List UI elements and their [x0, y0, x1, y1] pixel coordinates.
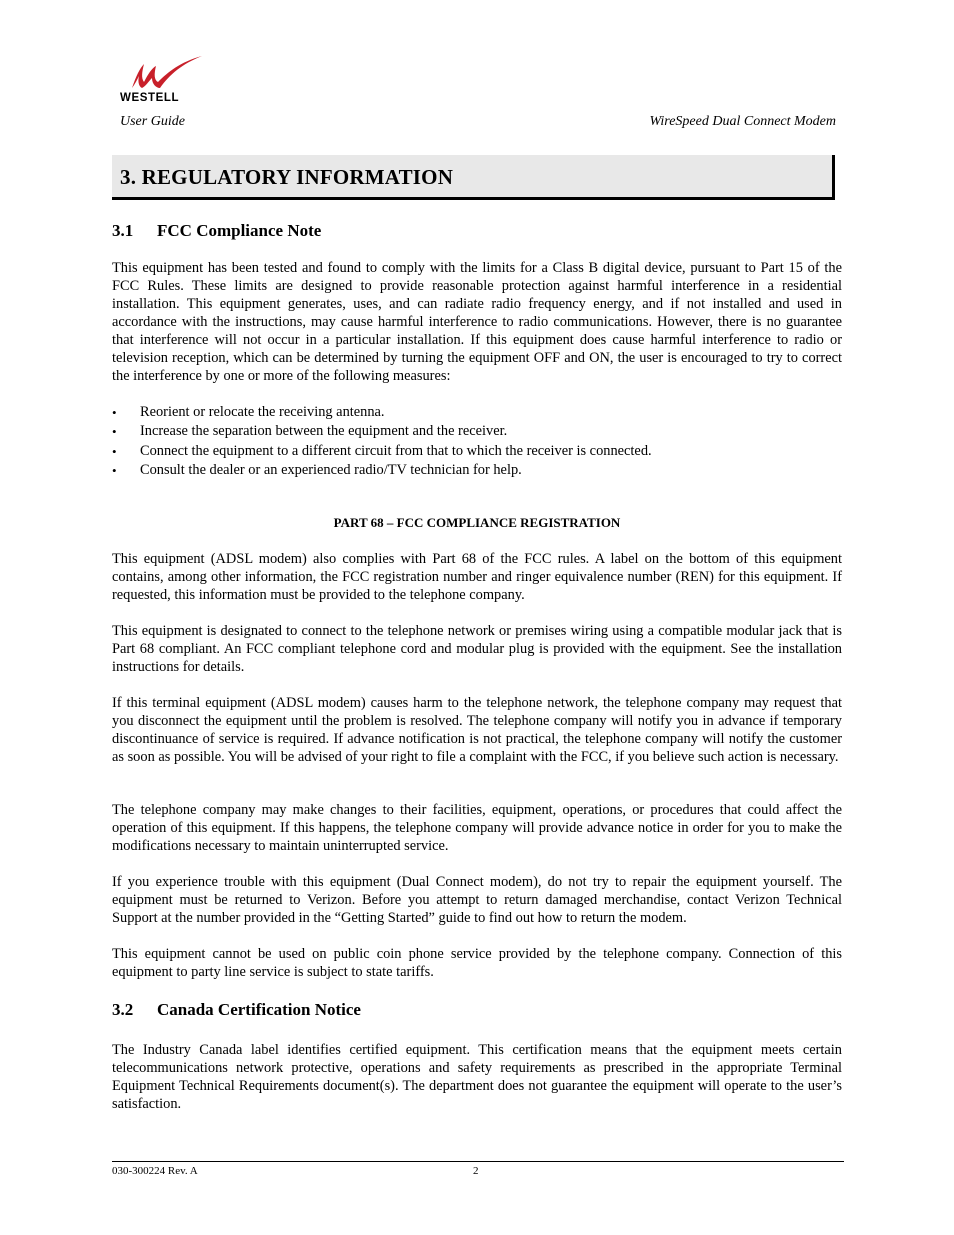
list-item: • Connect the equipment to a different circuit from that to which the receiver is connected. — [112, 442, 842, 461]
footer-page-number: 2 — [473, 1165, 479, 1177]
fcc-intro-paragraph: This equipment has been tested and found to comply with the limits for a Class B digital device, pursuant to Part 15 of the FCC Rules. These limits are designed to provide reasonable protection against harmful interference in a residential installation. This equipment generates, uses, and can radiate radio frequency energy, and if not installed and used in accordance with the instructions, may cause harmful interference to radio communications. However, there is no guarantee that interference will not occur in a particular installation. If this equipment does cause harmful interference to radio or television reception, which can be determined by turning the equipment OFF and ON, the user is encouraged to try to correct the interference by one or more of the following measures: — [112, 260, 842, 384]
interference-measures-list — [112, 403, 842, 480]
section-heading-3-1 — [112, 221, 321, 241]
header-product-name: WireSpeed Dual Connect Modem — [649, 114, 836, 129]
list-item: • Consult the dealer or an experienced radio/TV technician for help. — [112, 461, 842, 480]
footer-divider — [112, 1161, 844, 1162]
section-number: 3.1 — [112, 221, 134, 240]
part68-paragraph-5: If you experience trouble with this equipment (Dual Connect modem), do not try to repair the equipment yourself. The equipment must be returned to Verizon. Before you attempt to return damaged merchandise, contact Verizon Technical Support at the number provided in the “Getting Started” guide to find out how to return the modem. — [112, 874, 842, 926]
part68-heading: PART 68 – FCC COMPLIANCE REGISTRATION — [333, 515, 621, 530]
part68-paragraph-6: This equipment cannot be used on public coin phone service provided by the telephone company. Connection of this equipment to party line service is subject to state tariffs. — [112, 946, 842, 980]
chapter-banner — [112, 155, 835, 200]
section-number: 3.2 — [112, 1000, 134, 1019]
footer-doc-number: 030-300224 Rev. A — [112, 1165, 198, 1177]
bullet-icon: • — [112, 443, 117, 459]
bullet-icon: • — [112, 462, 117, 478]
bullet-icon: • — [112, 424, 117, 440]
header-guide-label: User Guide — [120, 114, 185, 129]
westell-logo — [118, 54, 208, 108]
logo-wordmark: WESTELL — [120, 92, 180, 104]
list-item: • Increase the separation between the equipment and the receiver. — [112, 422, 842, 441]
section-heading-3-2 — [112, 1000, 361, 1020]
chapter-title: 3. REGULATORY INFORMATION — [120, 165, 454, 189]
part68-paragraph-2: This equipment is designated to connect to the telephone network or premises wiring using a compatible modular jack that is Part 68 compliant. An FCC compliant telephone cord and modular plug is provided with the equipment. See the installation instructions for details. — [112, 623, 842, 675]
part68-paragraph-4: The telephone company may make changes to their facilities, equipment, operations, or procedures that could affect the operation of this equipment. If this happens, the telephone company will provide advance notice in order for you to make the modifications necessary to maintain uninterrupted service. — [112, 802, 842, 854]
part68-paragraph-1: This equipment (ADSL modem) also complies with Part 68 of the FCC rules. A label on the bottom of this equipment contains, among other information, the FCC registration number and ringer equivalence number (REN) for this equipment. If requested, this information must be provided to the telephone company. — [112, 551, 842, 603]
section-title: FCC Compliance Note — [157, 221, 322, 240]
canada-paragraph: The Industry Canada label identifies certified equipment. This certification means that the equipment meets certain telecommunications network protective, operations and safety requirements as prescribed in the appropriate Terminal Equipment Technical Requirements document(s). The department does not guarantee the equipment will operate to the user’s satisfaction. — [112, 1042, 842, 1112]
part68-paragraph-3: If this terminal equipment (ADSL modem) causes harm to the telephone network, the telephone company may request that you disconnect the equipment until the problem is resolved. The telephone company will notify you in advance if temporary discontinuance of service is required. If advance notification is not practical, the telephone company will notify the customer as soon as possible. You will be advised of your right to file a complaint with the FCC, if you believe such action is necessary. — [112, 695, 842, 765]
westell-swoosh-icon — [118, 54, 208, 94]
list-item: • Reorient or relocate the receiving antenna. — [112, 403, 842, 422]
bullet-icon: • — [112, 405, 117, 420]
section-title: Canada Certification Notice — [157, 1000, 361, 1019]
